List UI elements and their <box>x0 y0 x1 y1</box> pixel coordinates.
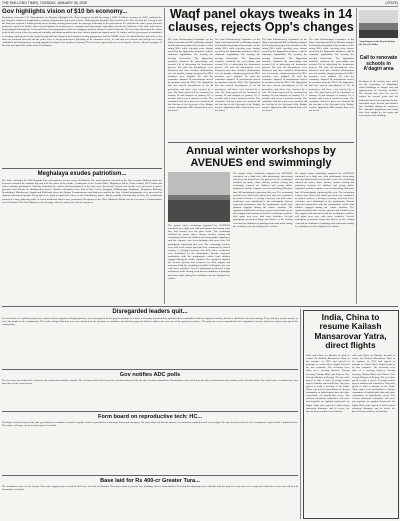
divider <box>2 475 298 476</box>
adc-body: The Governor has notified the elections to the autonomous district councils. The elections will be held as per the schedule announced by the state election commission. Nominations can be filed from the date of notification and scrutiny will be held thereafter. The model code of conduct has come into effect in the council areas. <box>2 379 298 386</box>
awards-body: The State celebrated the 76th Republic Day with patriotic fervour across all districts. The main function was held at the Polo Ground, Shillong where the Governor unfurled the national flag and took the salute at the parade. Contingents of the Assam Rifles, Meghalaya Police, Home Guards, NCC cadets and school students participated. Tableaux depicting the culture and development of the state were showcased. Awards and medals were presented to police personnel and citizens for distinguished service. Similar celebrations were held at Tura, Jowai, Nongpoh, Williamnagar, Baghmara, Nongstoin, Mairang, Resubelpara, Mawkyrwat, Ampati and Khliehriat where the Deputy Commissioners and ministers unfurled the flag. Cultural programmes were presented by students and various groups. The people were urged to uphold the values of the Constitution, justice, liberty, equality and fraternity. In Tura, the celebrations witnessed a large gathering while in Jowai traditional dances were performed. Recipients of the Chief Minister's Medal and the Governor's Commendation were felicitated. The Chief Minister in his message called for unity and collective progress. <box>2 179 162 204</box>
winter-body-columns <box>233 172 354 304</box>
adc-headline: Gov notifies ADC polls <box>119 372 181 378</box>
winter-body: The annual winter workshops organised by AVENUES concluded on a high note with participants showcasing what they had learned over the past weeks. The workshops included art, music, dance, theatre, creative writing and swimming sessions for children and young adults. Organisers said the response was overwhelming with more than 300 participants registering this year. The swimming sessions were held at the indoor pool and were conducted by trained coaches. A closing ceremony was held where certificates were distributed to the participants. Parents expressed satisfaction with the programmes which kept children engaged during the winter vacation. The organisers thanked the resource persons and volunteers for their support and announced that the workshops would be held again next year with more activities. Several participants performed songs and dances at the closing event and an exhibition of paintings and crafts made during the workshop was also displayed for visitors. <box>233 172 293 228</box>
gov-article <box>2 8 162 164</box>
waqf-article <box>168 8 354 34</box>
tura-headline: Base laid for Rs 400-cr Greater Tura... <box>100 478 200 484</box>
divider <box>2 369 298 370</box>
india-china-headline: India, China to resume Kailash Mansarovar Yatra, direct flights <box>314 312 387 351</box>
sidebar-body: Residents of the locality have called for the renovation of dilapidated school buildings in Adagiri area and improvement of teaching facilities. The schools have been in need of repairs for several years and the authorities have been requested to take immediate steps. Parents said children face hardship during the monsoon. The education department said funds have been sought for the repair and renovation of the buildings. <box>359 80 398 118</box>
cyclist-photo <box>359 10 398 38</box>
gov-headline: Gov highlights vision of $10 bn economy... <box>2 8 128 15</box>
masthead <box>2 0 398 7</box>
masthead-section: (STATE) <box>385 1 398 5</box>
india-china-body: India and China on Monday decided to resume the Kailash Mansarovar Yatra in the summer of 2025 and agreed in principle to restart direct flights between the two countries. The decisions were taken at a meeting between Foreign Secretary Vikram Misri and Chinese Vice Foreign Minister in Beijing. The two sides agreed to take a series of people-centric steps to stabilise and rebuild ties. They also agreed to hold a meeting of the India-China expert level mechanism to discuss resumption of hydrological data and other cooperation on trans-border rivers. The relevant functional authorities will meet and negotiate an updated framework for flights. Both sides agreed to hold various functional dialogues and to revive the Special Representatives mechanism. <box>306 354 350 413</box>
india-china-columns <box>306 354 395 514</box>
tura-body: The foundation stone for the Greater Tura water supply project worth Rs 400 crore was laid on Monday. The project aims to provide safe drinking water to households in Tura and the adjoining areas. Officials said the project is expected to be completed within three years and will benefit thousands of residents. <box>2 485 298 492</box>
divider <box>300 309 301 519</box>
divider <box>164 8 165 304</box>
winter-body: The annual winter workshops organised by AVENUES concluded on a high note with participants showcasing what they had learned over the past weeks. The workshops included art, music, dance, theatre, creative writing and swimming sessions for children and young adults. Organisers said the response was overwhelming with more than 300 participants registering this year. The swimming sessions were held at the indoor pool and were conducted by trained coaches. A closing ceremony was held where certificates were distributed to the participants. Parents expressed satisfaction with the programmes which kept children engaged during the winter vacation. The organisers thanked the resource persons and volunteers for their support and announced that the workshops would be held again next year with more activities. Several participants performed songs and dances at the closing event and an exhibition of paintings and crafts made during the workshop was also displayed for visitors. <box>168 224 230 280</box>
waqf-body: The Joint Parliamentary Committee on the Waqf (Amendment) Bill on Monday adopted all amendments proposed by members of the ruling NDA while rejecting every change moved by the Opposition members, with its chairman Jagdambika Pal terming the meeting democratic. The Opposition members slammed the proceedings and accused Pal of subverting the democratic process. Pal said 44 amendments were discussed and after detailed deliberations over six months, changes proposed by NDA members were adopted. He said the committee adopted 14 amendments moved by members from the NDA. The Opposition had also moved amendments to all 44 provisions, and these were rejected by a vote. The draft report will be circulated on January 28 and adopted on January 29. A member said it was a farcical exercise. The committee had been given an extension till the last day of the first part of the Budget session. Opposition MPs claimed they were not heard. <box>262 38 307 113</box>
disregard-body: Several leaders of a political party have tendered their resignation alleging that they were disregarded by the party leadership. In a letter to the party president they said that their contributions had been ignored and they had been sidelined in decision making. They said they would continue to serve the people of the constituency. The leaders alleged that they were not consulted on the selection of candidates and that the party had failed to address the concerns of the grassroots workers. The party has not yet responded to the resignations. Sources said more leaders may quit in the coming days. <box>2 317 298 327</box>
divider <box>2 168 162 169</box>
masthead-date: THE SHILLONG TIMES, TUESDAY, JANUARY 28, 2025 <box>2 1 87 5</box>
hc-headline: Form board on reproductive tech: HC... <box>97 414 203 420</box>
newspaper-page <box>2 0 398 521</box>
winter-body: The annual winter workshops organised by AVENUES concluded on a high note with participants showcasing what they had learned over the past weeks. The workshops included art, music, dance, theatre, creative writing and swimming sessions for children and young adults. Organisers said the response was overwhelming with more than 300 participants registering this year. The swimming sessions were held at the indoor pool and were conducted by trained coaches. A closing ceremony was held where certificates were distributed to the participants. Parents expressed satisfaction with the programmes which kept children engaged during the winter vacation. The organisers thanked the resource persons and volunteers for their support and announced that the workshops would be held again next year with more activities. Several participants performed songs and dances at the closing event and an exhibition of paintings and crafts made during the workshop was also displayed for visitors. <box>294 172 354 228</box>
disregard-headline: Disregarded leaders quit... <box>112 309 188 315</box>
india-china-body: India and China on Monday decided to resume the Kailash Mansarovar Yatra in the summer of 2025 and agreed in principle to restart direct flights between the two countries. The decisions were taken at a meeting between Foreign Secretary Vikram Misri and Chinese Vice Foreign Minister in Beijing. The two sides agreed to take a series of people-centric steps to stabilise and rebuild ties. They also agreed to hold a meeting of the India-China expert level mechanism to discuss resumption of hydrological data and other cooperation on trans-border rivers. The relevant functional authorities will meet and negotiate an updated framework for flights. Both sides agreed to hold various functional dialogues and to revive the Special Representatives mechanism. <box>351 354 395 413</box>
awards-article <box>2 171 162 309</box>
waqf-body: The Joint Parliamentary Committee on the Waqf (Amendment) Bill on Monday adopted all amendments proposed by members of the ruling NDA while rejecting every change moved by the Opposition members, with its chairman Jagdambika Pal terming the meeting democratic. The Opposition members slammed the proceedings and accused Pal of subverting the democratic process. Pal said 44 amendments were discussed and after detailed deliberations over six months, changes proposed by NDA members were adopted. He said the committee adopted 14 amendments moved by members from the NDA. The Opposition had also moved amendments to all 44 provisions, and these were rejected by a vote. The draft report will be circulated on January 28 and adopted on January 29. A member said it was a farcical exercise. The committee had been given an extension till the last day of the first part of the Budget session. Opposition MPs claimed they were not heard. <box>215 38 260 113</box>
waqf-body: The Joint Parliamentary Committee on the Waqf (Amendment) Bill on Monday adopted all amendments proposed by members of the ruling NDA while rejecting every change moved by the Opposition members, with its chairman Jagdambika Pal terming the meeting democratic. The Opposition members slammed the proceedings and accused Pal of subverting the democratic process. Pal said 44 amendments were discussed and after detailed deliberations over six months, changes proposed by NDA members were adopted. He said the committee adopted 14 amendments moved by members from the NDA. The Opposition had also moved amendments to all 44 provisions, and these were rejected by a vote. The draft report will be circulated on January 28 and adopted on January 29. A member said it was a farcical exercise. The committee had been given an extension till the last day of the first part of the Budget session. Opposition MPs claimed they were not heard. <box>168 38 213 113</box>
waqf-body-columns <box>168 38 354 140</box>
workshop-photo <box>168 172 230 222</box>
waqf-body: The Joint Parliamentary Committee on the Waqf (Amendment) Bill on Monday adopted all amendments proposed by members of the ruling NDA while rejecting every change moved by the Opposition members, with its chairman Jagdambika Pal terming the meeting democratic. The Opposition members slammed the proceedings and accused Pal of subverting the democratic process. Pal said 44 amendments were discussed and after detailed deliberations over six months, changes proposed by NDA members were adopted. He said the committee adopted 14 amendments moved by members from the NDA. The Opposition had also moved amendments to all 44 provisions, and these were rejected by a vote. The draft report will be circulated on January 28 and adopted on January 29. A member said it was a farcical exercise. The committee had been given an extension till the last day of the first part of the Budget session. Opposition MPs claimed they were not heard. <box>309 38 354 113</box>
awards-headline: Meghalaya exudes patriotism... <box>37 171 127 177</box>
divider <box>2 306 398 307</box>
waqf-headline: Waqf panel okays tweaks in 14 clauses, rejects Opp's changes <box>168 7 354 34</box>
hc-body: The High Court has directed the state government to constitute a board to regulate assisted reproductive technology clinics and surrogacy. The court observed that the absence of a board has resulted in lack of oversight. The state has been asked to file a compliance report within a stipulated time. The matter will come up for hearing again next month. <box>2 421 298 428</box>
sidebar-headline: Call to renovate schools in A'dagiri area <box>359 55 398 73</box>
divider <box>2 411 298 412</box>
winter-headline: Annual winter workshops by AVENUES end swimmingly <box>186 145 336 169</box>
photo-caption: A participant on his bicycle during the Tour de Vailla. <box>359 40 395 47</box>
gov-body: Meghalaya Governor C H Vijayashankar on Monday highlighted the State's progress toward becoming a USD 10 billion economy by 2028, outlining the government's initiatives in agriculture, tourism, infrastructure and social welfare. Addressing the Republic Day function at the Polo Ground, the Governor said the State has reported a robust growth and is steadily moving ahead under the strategic leadership of the government. He said that the state's gross domestic product is expected to double, driven by investments in tourism, power, transport and connectivity. Agriculture remains the backbone of the state with farmers being supported through the Focus and Focus Plus programmes which are bringing a positive change in rural livelihoods. The Governor also lauded the efforts in the health sector where the maternal mortality and infant mortality rates have shown significant improvement. He further said the government is committed to creating employment for the youth through skill development and entrepreneurship programmes and the MSME sector. He added that law and order in the state has remained peaceful and the police force is being modernised. Speaking on the education sector, he said that new schools and colleges are being established and infrastructure is being upgraded to improve the quality of learning. The Governor urged citizens to work together for the collective progress of the state and uphold the ideals of the Constitution. <box>2 16 162 47</box>
divider <box>356 8 357 304</box>
divider <box>168 142 354 143</box>
